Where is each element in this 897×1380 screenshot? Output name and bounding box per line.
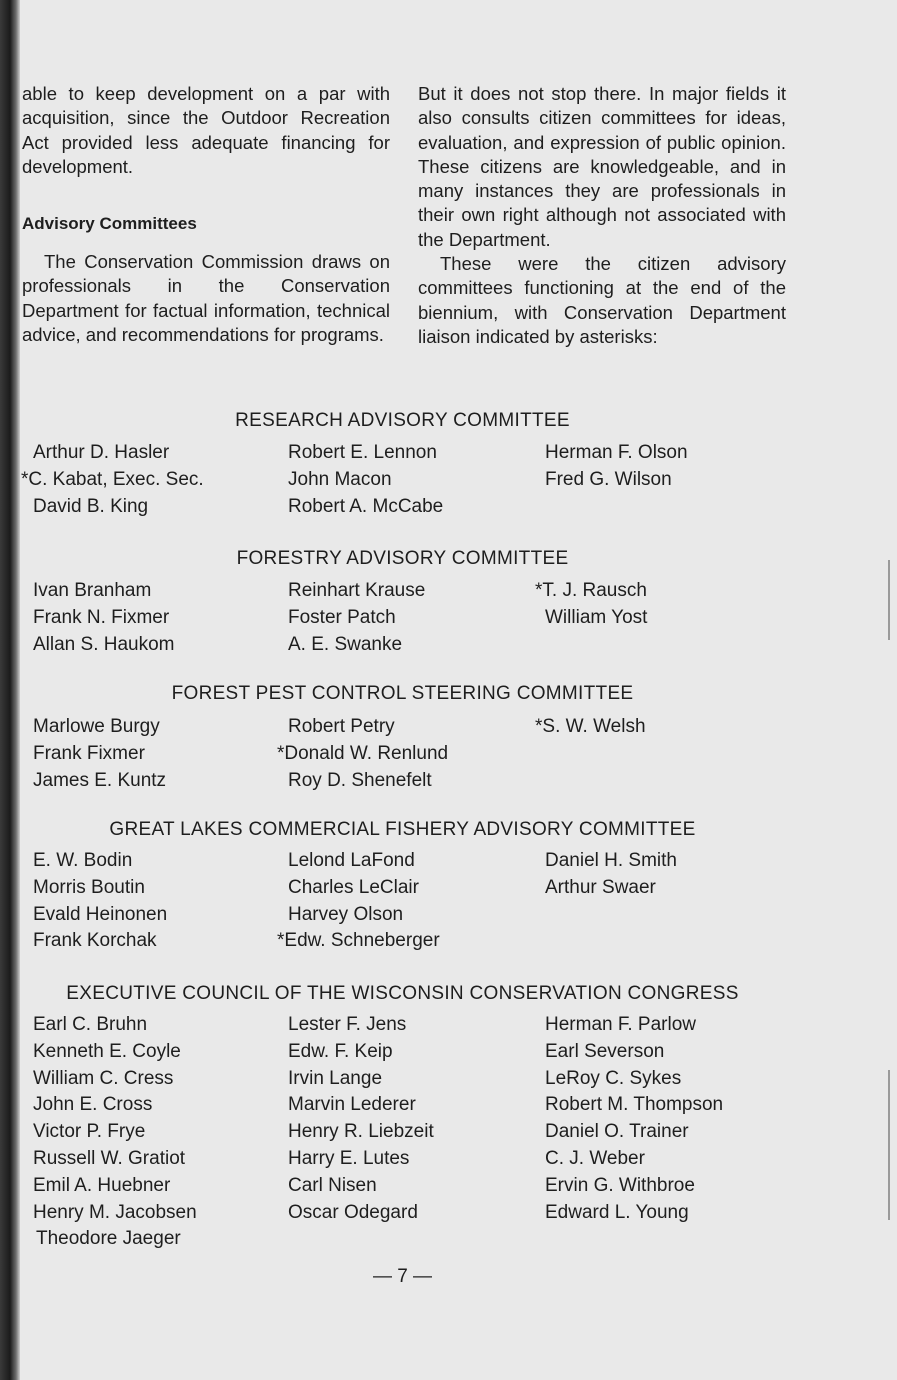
committee-names-col-2 — [288, 1012, 434, 1226]
member-name: Russell W. Gratiot — [33, 1147, 186, 1169]
member-name: *T. J. Rausch — [535, 580, 647, 601]
committee-names-col-3 — [535, 578, 647, 632]
committee-names-col-1 — [33, 1012, 197, 1253]
member-name: Daniel O. Trainer — [545, 1121, 689, 1143]
member-name: Roy D. Shenefelt — [288, 769, 432, 791]
member-name: Morris Boutin — [33, 876, 145, 898]
member-name: Victor P. Frye — [33, 1121, 146, 1143]
member-name: Foster Patch — [288, 606, 396, 628]
member-name: Ervin G. Withbroe — [545, 1174, 695, 1196]
committee-title-forestry: FORESTRY ADVISORY COMMITTEE — [236, 548, 569, 569]
member-name: Frank Korchak — [33, 930, 157, 952]
member-name: Marlowe Burgy — [33, 716, 160, 737]
committee-names-col-1 — [33, 578, 175, 658]
member-name: Henry M. Jacobsen — [33, 1201, 197, 1223]
member-name: Carl Nisen — [288, 1174, 377, 1196]
member-name: Frank N. Fixmer — [33, 606, 170, 628]
member-name: Marvin Lederer — [288, 1094, 416, 1116]
member-name: Robert M. Thompson — [545, 1094, 724, 1116]
right-paragraph-2: These were the citizen advisory committees functioning at the end of the biennium, with Conservation Department liaison indicated by asterisks: — [418, 253, 786, 347]
committee-names-col-3 — [535, 714, 646, 741]
member-name: Herman F. Parlow — [545, 1014, 696, 1035]
right-edge-mark — [888, 560, 890, 640]
member-name: *C. Kabat, Exec. Sec. — [21, 468, 204, 490]
member-name: Robert Petry — [288, 716, 395, 737]
member-name: Arthur D. Hasler — [33, 442, 170, 463]
committee-names-col-3 — [545, 440, 688, 494]
member-name: Oscar Odegard — [288, 1201, 418, 1223]
member-name: John E. Cross — [33, 1094, 153, 1116]
member-name: William C. Cress — [33, 1067, 174, 1089]
left-paragraph-1: able to keep development on a par with acquisition, since the Outdoor Recreation Act provided less adequate financing for development. — [22, 83, 390, 177]
member-name: C. J. Weber — [545, 1147, 645, 1169]
right-text-column — [418, 82, 786, 349]
member-name: Robert E. Lennon — [288, 442, 437, 463]
member-name: Frank Fixmer — [33, 742, 145, 764]
member-name: James E. Kuntz — [33, 769, 167, 791]
section-heading-advisory-committees: Advisory Committees — [22, 214, 197, 233]
member-name: Harry E. Lutes — [288, 1147, 410, 1169]
member-name: Reinhart Krause — [288, 580, 426, 601]
member-name: Earl C. Bruhn — [33, 1014, 148, 1035]
committee-names-col-1 — [33, 848, 167, 955]
committee-names-col-2 — [277, 848, 440, 955]
member-name: Kenneth E. Coyle — [33, 1040, 181, 1062]
committee-names-col-2 — [277, 714, 448, 794]
member-name: Henry R. Liebzeit — [288, 1121, 434, 1143]
committee-title-research: RESEARCH ADVISORY COMMITTEE — [235, 410, 570, 431]
committee-names-col-3 — [545, 848, 677, 902]
member-name: *Edw. Schneberger — [277, 930, 440, 952]
member-name: Lelond LaFond — [288, 850, 415, 871]
member-name: John Macon — [288, 468, 392, 490]
member-name: Ivan Branham — [33, 580, 152, 601]
committee-title-great-lakes-fishery: GREAT LAKES COMMERCIAL FISHERY ADVISORY COMMITTEE — [109, 819, 696, 840]
member-name: Evald Heinonen — [33, 903, 168, 925]
page-number: — 7 — — [372, 1266, 433, 1287]
member-name: Irvin Lange — [288, 1067, 383, 1089]
committee-names-col-3 — [545, 1012, 723, 1226]
member-name: LeRoy C. Sykes — [545, 1067, 682, 1089]
left-text-column-2 — [22, 250, 390, 347]
member-name: Emil A. Huebner — [33, 1174, 171, 1196]
member-name: Earl Severson — [545, 1040, 665, 1062]
committee-names-col-2 — [288, 578, 425, 658]
member-name: Fred G. Wilson — [545, 468, 672, 490]
member-name: Daniel H. Smith — [545, 850, 677, 871]
left-paragraph-2: The Conservation Commission draws on professionals in the Conservation Department for factual information, technical advice, and recommendations for programs. — [22, 251, 390, 345]
committee-title-executive-council: EXECUTIVE COUNCIL OF THE WISCONSIN CONSERVATION CONGRESS — [66, 983, 739, 1004]
member-name: William Yost — [545, 606, 648, 628]
member-name: Edward L. Young — [545, 1201, 689, 1223]
right-paragraph-1: But it does not stop there. In major fields it also consults citizen committees for ideas, evaluation, and expression of public opinion. These citizens are knowledgeable, and in many instances they are professionals in their own right although not associated with the Department. — [418, 83, 786, 250]
member-name: Lester F. Jens — [288, 1014, 407, 1035]
member-name: Herman F. Olson — [545, 442, 688, 463]
member-name: *Donald W. Renlund — [277, 742, 449, 764]
committee-names-col-2 — [288, 440, 443, 520]
committee-title-forest-pest-control: FOREST PEST CONTROL STEERING COMMITTEE — [171, 683, 634, 704]
member-name: E. W. Bodin — [33, 850, 133, 871]
member-name: A. E. Swanke — [288, 633, 403, 655]
right-edge-mark — [888, 1070, 890, 1220]
member-name: Theodore Jaeger — [36, 1228, 181, 1250]
member-name: Charles LeClair — [288, 876, 419, 898]
member-name: Harvey Olson — [288, 903, 404, 925]
member-name: Robert A. McCabe — [288, 495, 444, 517]
committee-names-col-1 — [33, 714, 166, 794]
member-name: Arthur Swaer — [545, 876, 656, 898]
member-name: Edw. F. Keip — [288, 1040, 393, 1062]
committee-names-col-1 — [21, 440, 204, 520]
left-text-column — [22, 82, 390, 179]
member-name: Allan S. Haukom — [33, 633, 175, 655]
member-name: *S. W. Welsh — [535, 716, 646, 737]
member-name: David B. King — [33, 495, 149, 517]
